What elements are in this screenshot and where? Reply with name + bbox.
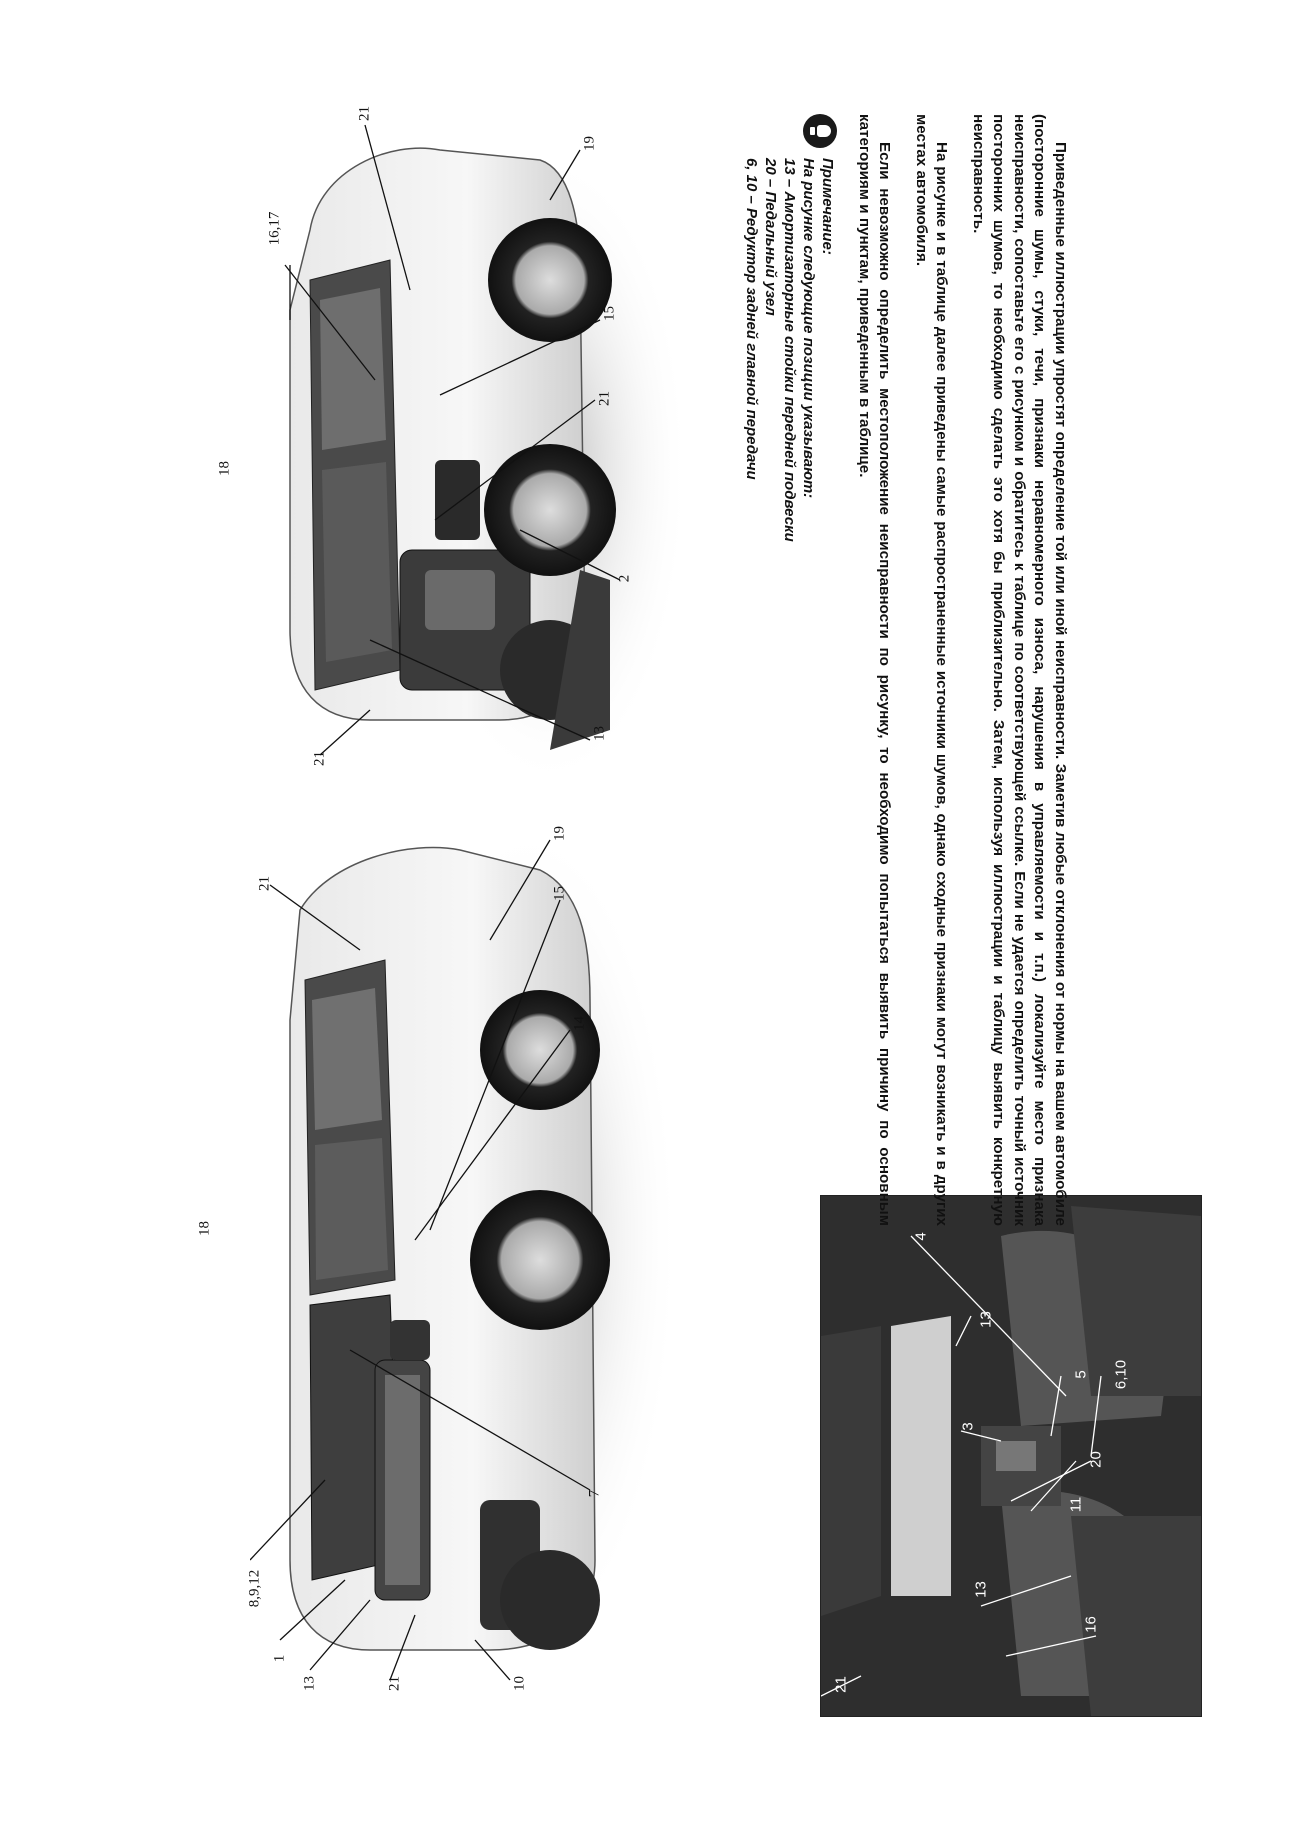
note-line-2: 20 – Педальный узел — [762, 158, 780, 316]
note-intro: На рисунке следующие позиции указывают: — [800, 158, 818, 499]
rear-label-21-bottom: 21 — [311, 751, 328, 766]
rear-view-figure — [216, 106, 690, 790]
note-line-3: 6, 10 – Редуктор задней главной передачи — [743, 158, 761, 480]
rear-label-18: 18 — [216, 461, 233, 476]
interior-label-11: 11 — [1067, 1496, 1085, 1513]
front-label-19: 19 — [551, 826, 568, 841]
front-label-1: 1 — [271, 1654, 288, 1663]
rear-label-2: 2 — [616, 574, 633, 583]
interior-label-21: 21 — [832, 1676, 850, 1693]
interior-label-16: 16 — [1082, 1616, 1100, 1633]
note-text — [743, 158, 838, 542]
interior-label-13-bottom: 13 — [972, 1581, 990, 1598]
interior-drawing — [821, 1196, 1201, 1716]
rear-label-16-17: 16,17 — [266, 211, 283, 246]
paragraph-2: На рисунке и в таблице далее приведены самые распространенные источники шумов, однако сходные признаки могут возникать и в других местах автомобиля. — [913, 114, 951, 1226]
interior-label-4: 4 — [912, 1232, 930, 1241]
front-label-21-top: 21 — [256, 876, 273, 891]
rear-label-15: 15 — [601, 306, 618, 321]
lightbulb-icon — [804, 114, 838, 148]
interior-label-5: 5 — [1072, 1370, 1090, 1379]
front-vehicle-drawing — [250, 800, 690, 1700]
front-label-13: 13 — [301, 1676, 318, 1691]
front-label-7: 7 — [586, 1489, 603, 1498]
rear-vehicle-drawing — [250, 110, 690, 790]
interior-label-3: 3 — [959, 1422, 977, 1431]
interior-label-13-top: 13 — [977, 1311, 995, 1328]
rear-label-21-top: 21 — [356, 106, 373, 121]
rear-label-19: 19 — [581, 136, 598, 151]
rear-label-13: 13 — [591, 726, 608, 741]
note-line-1: 13 – Амортизаторные стойки передней подвески — [781, 158, 799, 542]
front-label-14: 14 — [571, 1016, 588, 1031]
interior-label-20: 20 — [1087, 1451, 1105, 1468]
interior-label-6-10: 6,10 — [1112, 1359, 1130, 1390]
front-label-18: 18 — [196, 1221, 213, 1236]
paragraph-1: Приведенные иллюстрации упростят определение той или иной неисправности. Заметив любые отклонения от нормы на вашем автомобиле (посторонние шумы, стуки, течи, признаки неравномерного износа, нарушения в управляемости и т.п.) локализуйте место признака неисправности, сопоставьте его с рисунком и обратитесь к таблице по соответствующей ссылке. Если не удается определить точный источник посторонних шумов, то необходимо сделать это хотя бы приблизительно. Затем, используя иллюстрации и таблицу выявить конкретную неисправность. — [970, 114, 1069, 1226]
front-view-figure — [196, 800, 690, 1700]
interior-photo — [820, 1195, 1202, 1717]
note-box — [743, 114, 838, 1226]
front-label-15: 15 — [551, 886, 568, 901]
front-label-21-bottom: 21 — [386, 1676, 403, 1691]
note-title: Примечание: — [819, 158, 837, 255]
front-label-10: 10 — [511, 1676, 528, 1691]
text-column — [710, 110, 1300, 1226]
paragraph-3: Если невозможно определить местоположение неисправности по рисунку, то необходимо попытаться выявить причину по основным категориям и пунктам, приведенным в таблице. — [856, 114, 894, 1226]
front-label-8-9-12: 8,9,12 — [246, 1569, 263, 1608]
text-column-rotated — [710, 110, 1070, 1230]
rear-label-21-mid: 21 — [596, 391, 613, 406]
